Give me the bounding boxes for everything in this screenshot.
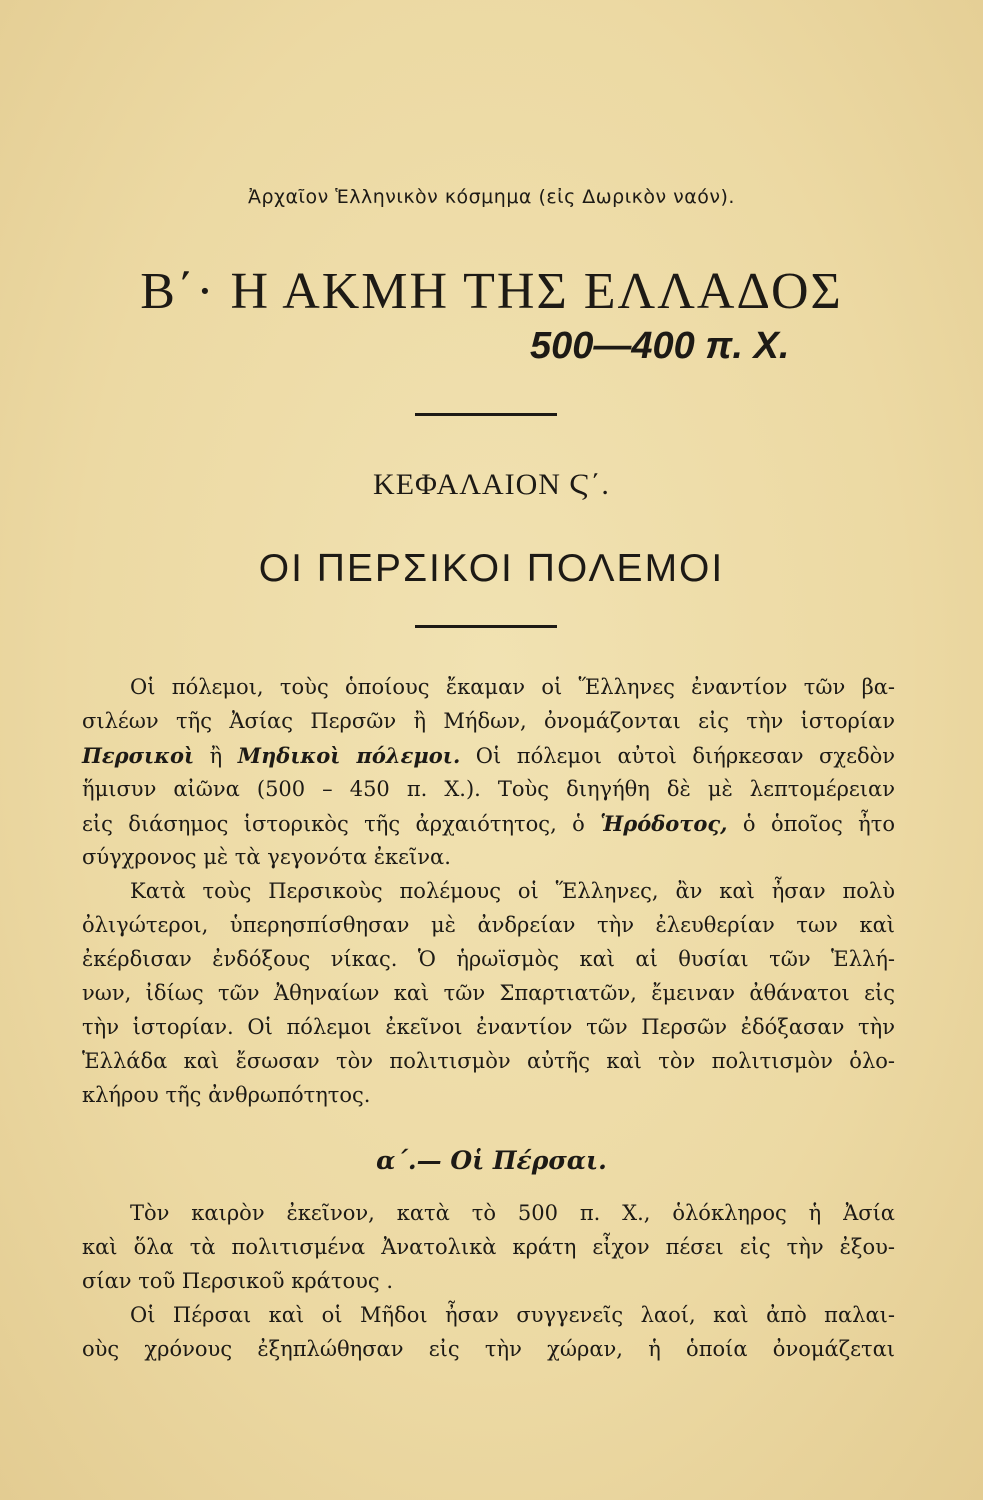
text-line: ἥμισυν αἰῶνα (500 – 450 π. Χ.). Τοὺς διηγήθη δὲ μὲ λεπτομέρειαν bbox=[82, 777, 895, 801]
chapter-title: ΟΙ ΠΕΡΣΙΚΟΙ ΠΟΛΕΜΟΙ bbox=[258, 547, 725, 590]
text-line: Κατὰ τοὺς Περσικοὺς πολέμους οἱ Ἕλληνες, ἂν καὶ ἦσαν πολὺ bbox=[130, 879, 895, 903]
text-line bbox=[82, 811, 895, 845]
divider-rule bbox=[415, 625, 557, 628]
text-line: Τὸν καιρὸν ἐκεῖνον, κατὰ τὸ 500 π. Χ., ὁλόκληρος ἡ Ἀσία bbox=[130, 1201, 895, 1225]
text-line: ὀλιγώτεροι, ὑπερησπίσθησαν μὲ ἀνδρείαν τὴν ἐλευθερίαν των καὶ bbox=[82, 913, 895, 937]
section-title: α΄.— Οἱ Πέρσαι. bbox=[376, 1146, 607, 1175]
text-line: σύγχρονος μὲ τὰ γεγονότα ἐκεῖνα. bbox=[82, 845, 451, 869]
period-dates: 500—400 π. Χ. bbox=[530, 325, 790, 367]
emphasis-term: Ἡρόδοτος, bbox=[600, 811, 728, 836]
text-line: σιλέων τῆς Ἀσίας Περσῶν ἢ Μήδων, ὀνομάζονται εἰς τὴν ἱστορίαν bbox=[82, 709, 895, 733]
text-line: Οἱ πόλεμοι, τοὺς ὁποίους ἔκαμαν οἱ Ἕλληνες ἐναντίον τῶν βα- bbox=[130, 675, 895, 699]
divider-rule bbox=[415, 413, 557, 416]
part-title: Β΄· Η ΑΚΜΗ ΤΗΣ ΕΛΛΑΔΟΣ bbox=[140, 263, 843, 320]
text-span: Οἱ πόλεμοι αὐτοὶ διήρκεσαν σχεδὸν bbox=[475, 744, 895, 768]
text-span: ἢ bbox=[209, 744, 223, 768]
text-line: καὶ ὅλα τὰ πολιτισμένα Ἀνατολικὰ κράτη εἶχον πέσει εἰς τὴν ἐξου- bbox=[82, 1235, 895, 1259]
text-line: ἐκέρδισαν ἐνδόξους νίκας. Ὁ ἡρωϊσμὸς καὶ αἱ θυσίαι τῶν Ἑλλή- bbox=[82, 947, 895, 971]
text-line: νων, ἰδίως τῶν Ἀθηναίων καὶ τῶν Σπαρτιατῶν, ἔμειναν ἀθάνατοι εἰς bbox=[82, 981, 895, 1005]
text-span: ὁ ὁποῖος ἦτο bbox=[742, 812, 895, 836]
text-span: εἰς διάσημος ἱστορικὸς τῆς ἀρχαιότητος, ὁ bbox=[82, 812, 585, 836]
text-line: σίαν τοῦ Περσικοῦ κράτους . bbox=[82, 1269, 394, 1293]
emphasis-term: Μηδικοὶ πόλεμοι. bbox=[237, 743, 461, 768]
emphasis-term: Περσικοὶ bbox=[82, 743, 195, 768]
text-line: Ἑλλάδα καὶ ἔσωσαν τὸν πολιτισμὸν αὐτῆς καὶ τὸν πολιτισμὸν ὁλο- bbox=[82, 1049, 895, 1073]
text-line: κλήρου τῆς ἀνθρωπότητος. bbox=[82, 1083, 371, 1107]
text-line: τὴν ἱστορίαν. Οἱ πόλεμοι ἐκεῖνοι ἐναντίον τῶν Περσῶν ἐδόξασαν τὴν bbox=[82, 1015, 895, 1039]
chapter-label: ΚΕΦΑΛΑΙΟΝ Ϛ΄. bbox=[373, 468, 610, 501]
figure-caption: Ἀρχαῖον Ἑλληνικὸν κόσμημα (εἰς Δωρικὸν ναόν). bbox=[248, 186, 735, 208]
text-line: Οἱ Πέρσαι καὶ οἱ Μῆδοι ἦσαν συγγενεῖς λαοί, καὶ ἀπὸ παλαι- bbox=[130, 1303, 895, 1327]
text-line bbox=[82, 743, 895, 777]
text-line: οὺς χρόνους ἐξηπλώθησαν εἰς τὴν χώραν, ἡ ὁποία ὀνομάζεται bbox=[82, 1337, 895, 1361]
